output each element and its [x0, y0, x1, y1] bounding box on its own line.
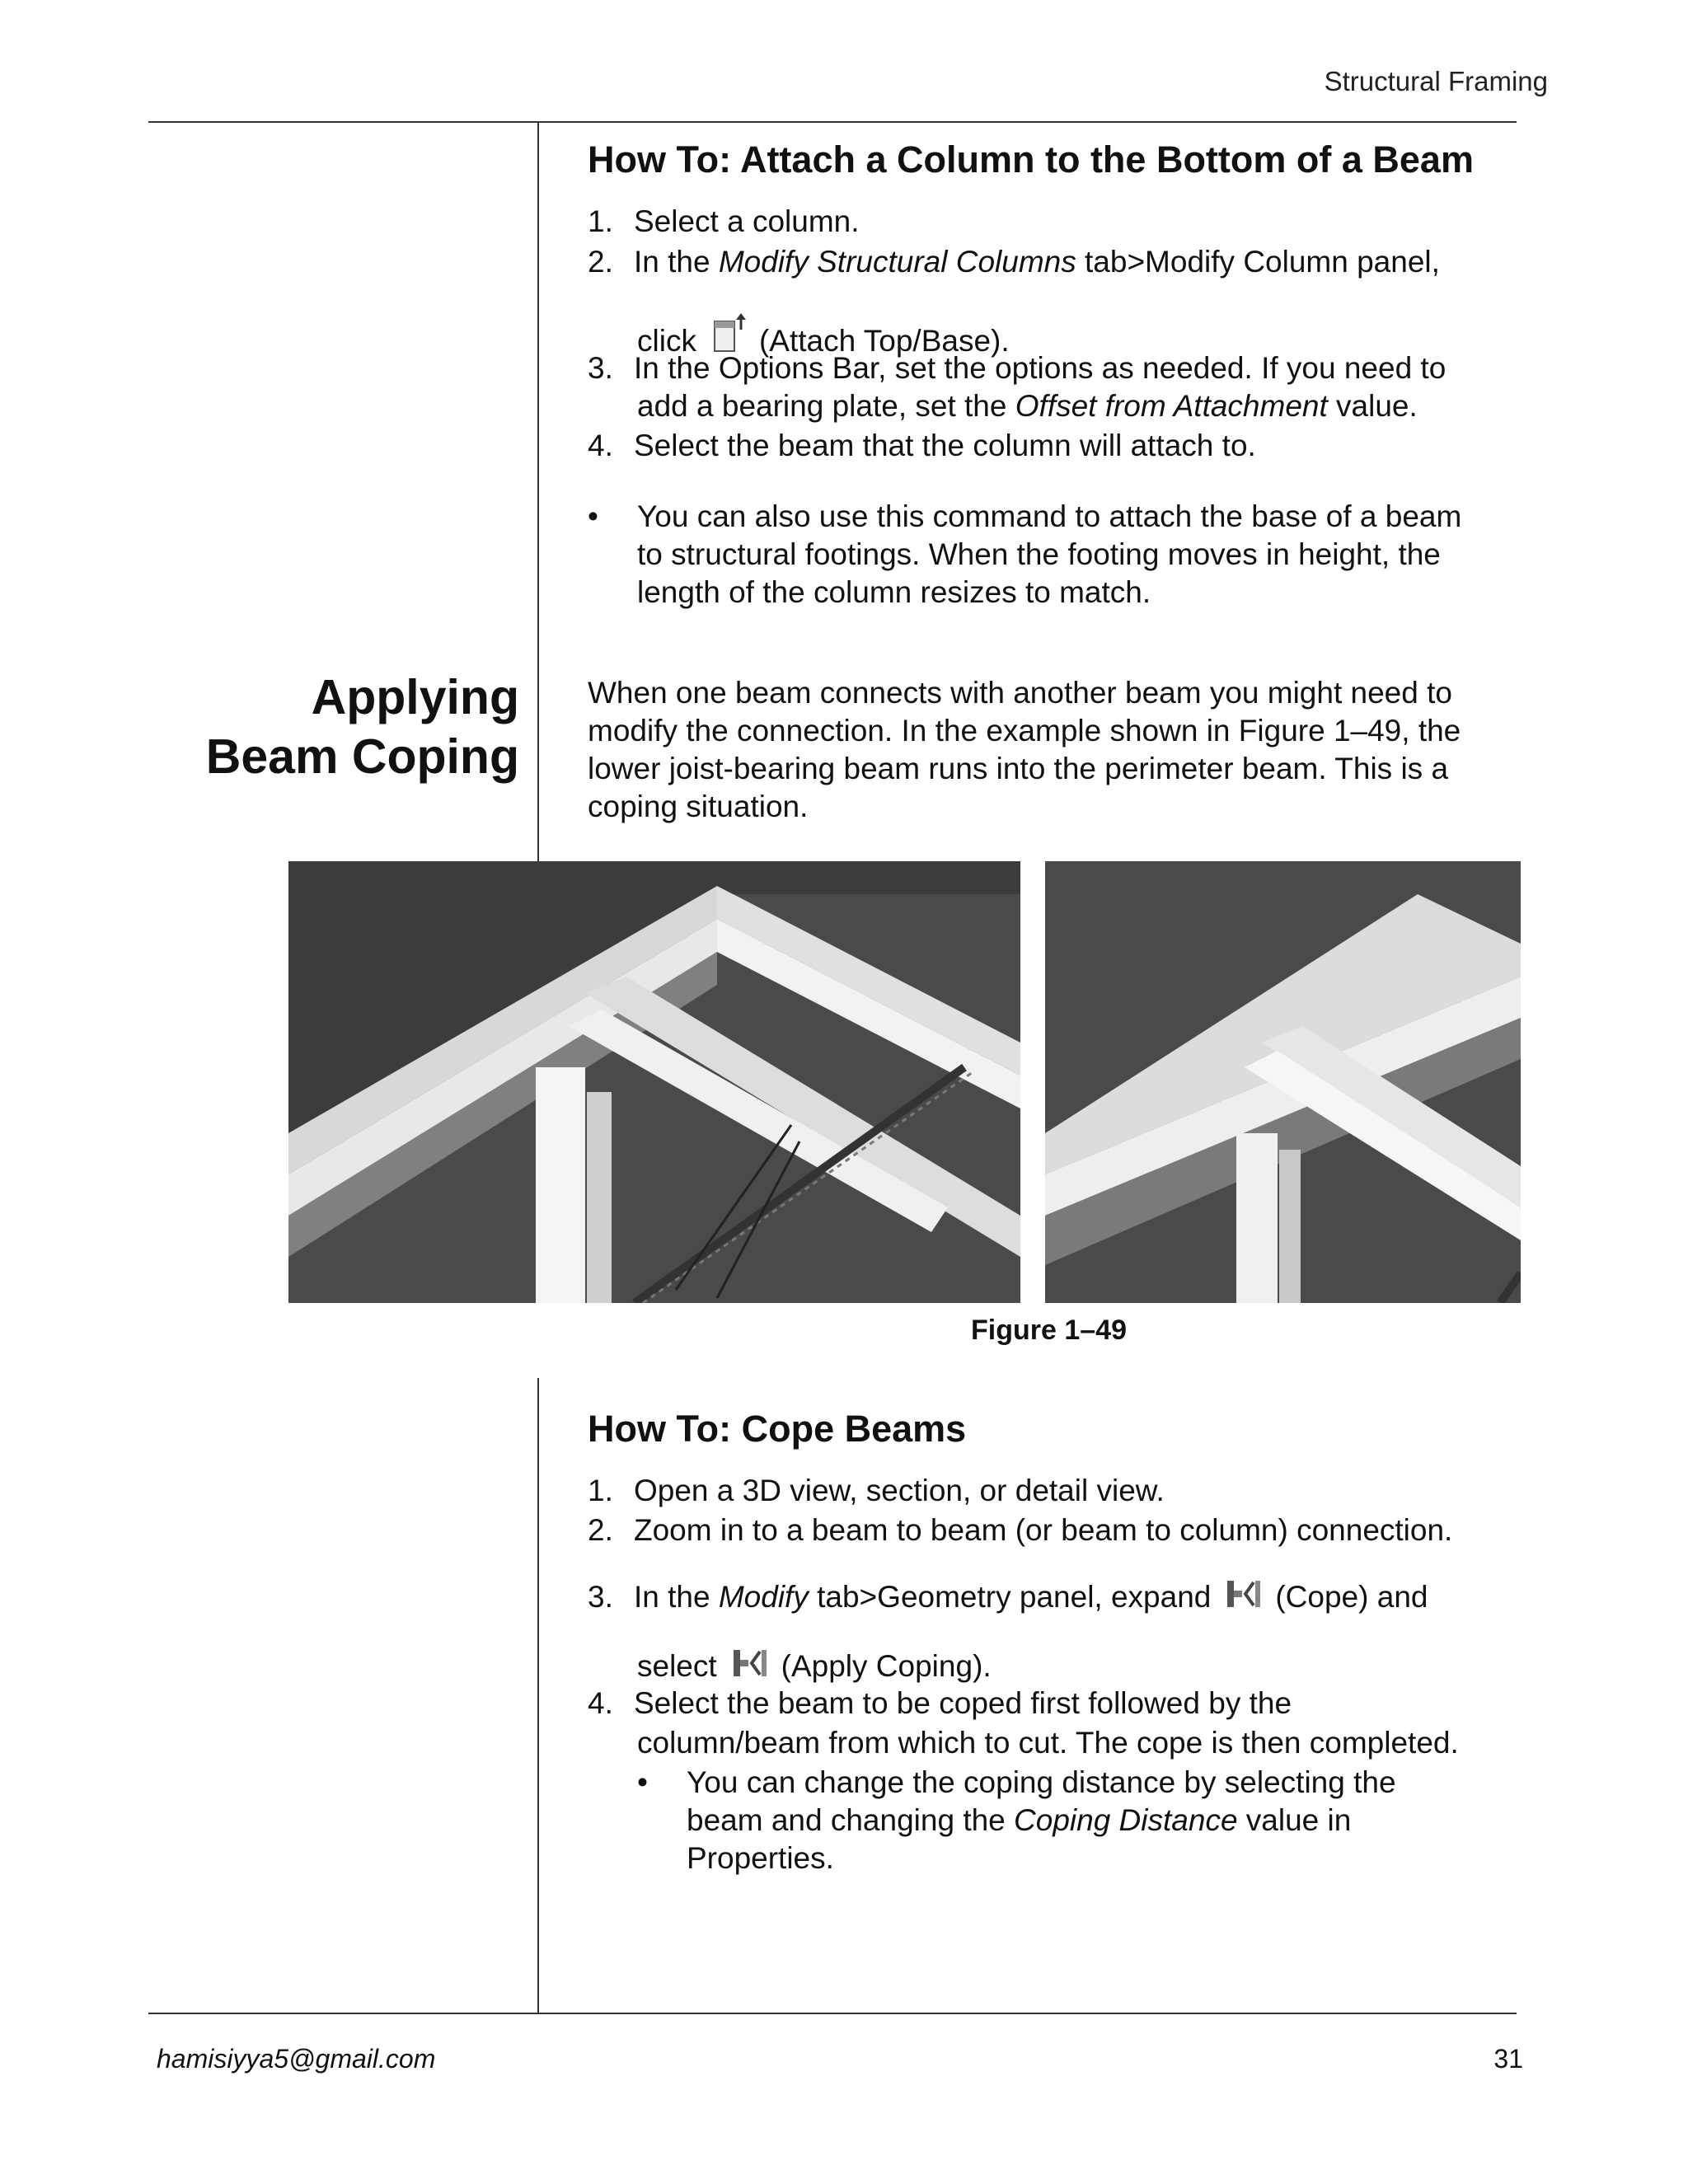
attach-step-4: 4. Select the beam that the column will attach to. — [588, 429, 1256, 462]
coping-para-line-2: modify the connection. In the example shown in Figure 1–49, the — [588, 714, 1461, 748]
side-heading-applying-beam-coping: Applying Beam Coping — [205, 670, 519, 784]
footer-email: hamisiyya5@gmail.com — [157, 2044, 436, 2074]
coping-para-line-1: When one beam connects with another beam you might need to — [588, 676, 1452, 710]
cope-step-4: 4. Select the beam to be coped first followed by the — [588, 1686, 1292, 1720]
top-rule — [148, 121, 1517, 123]
section-title-cope: How To: Cope Beams — [588, 1408, 967, 1450]
column-divider-lower — [537, 1378, 539, 2014]
section-title-attach: How To: Attach a Column to the Bottom of a Beam — [588, 138, 1474, 180]
cope-note-line-3: Properties. — [687, 1841, 834, 1875]
attach-step-2: 2. In the Modify Structural Columns tab>Modify Column panel, — [588, 245, 1440, 279]
attach-step-3: 3. In the Options Bar, set the options as needed. If you need to — [588, 351, 1447, 385]
attach-step-2-cont: click (Attach Top/Base). — [588, 312, 1010, 363]
attach-note-line-3: length of the column resizes to match. — [637, 575, 1151, 609]
figure-caption: Figure 1–49 — [971, 1315, 1127, 1346]
bottom-rule — [148, 2013, 1517, 2014]
cope-note-line-2: beam and changing the Coping Distance value in — [687, 1803, 1352, 1837]
running-head: Structural Framing — [1324, 66, 1548, 96]
cope-icon — [1226, 1577, 1264, 1619]
cope-step-4-cont: column/beam from which to cut. The cope is then completed. — [637, 1726, 1459, 1760]
cope-step-3: 3. In the Modify tab>Geometry panel, expand (Cope) and — [588, 1577, 1428, 1619]
cope-note-line-1: • You can change the coping distance by selecting the — [637, 1765, 1396, 1799]
cope-step-3-cont: select (Apply Coping). — [588, 1647, 992, 1689]
figure-panel-before — [288, 861, 1020, 1303]
figure-panel-after — [1045, 861, 1521, 1303]
page-number: 31 — [1493, 2044, 1523, 2074]
attach-step-3-cont: add a bearing plate, set the Offset from Attachment value. — [637, 389, 1418, 423]
attach-step-1: 1. Select a column. — [588, 204, 860, 238]
cope-step-2: 2. Zoom in to a beam to beam (or beam to column) connection. — [588, 1513, 1453, 1547]
apply-coping-icon — [732, 1647, 770, 1689]
coping-para-line-3: lower joist-bearing beam runs into the perimeter beam. This is a — [588, 752, 1449, 785]
beam-coping-figure — [288, 861, 1521, 1303]
column-divider-upper — [537, 121, 539, 861]
cope-step-1: 1. Open a 3D view, section, or detail view. — [588, 1474, 1165, 1507]
coping-para-line-4: coping situation. — [588, 790, 809, 823]
attach-note-line-1: • You can also use this command to attach the base of a beam — [588, 499, 1462, 533]
attach-note-line-2: to structural footings. When the footing moves in height, the — [637, 537, 1441, 571]
